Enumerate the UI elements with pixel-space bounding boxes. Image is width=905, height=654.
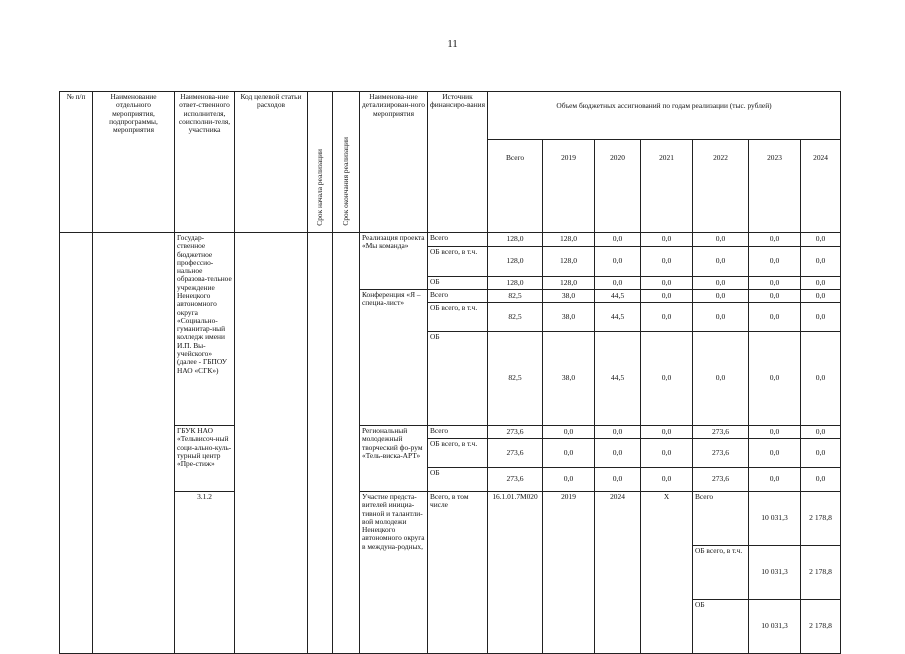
value-cell: 0,0 (801, 277, 841, 290)
value-cell: 273,6 (693, 468, 749, 492)
value-cell: 0,0 (595, 426, 641, 439)
value-cell: 128,0 (543, 277, 595, 290)
table-cell-empty (308, 233, 333, 654)
value-cell: 0,0 (749, 439, 801, 468)
value-cell: 273,6 (488, 426, 543, 439)
value-cell: 273,6 (693, 439, 749, 468)
value-cell: 2 178,8 (801, 546, 841, 600)
value-cell: 38,0 (543, 332, 595, 426)
value-cell: 0,0 (641, 247, 693, 277)
value-cell: 10 031,3 (749, 546, 801, 600)
item-start: 2019 (543, 492, 595, 654)
value-cell: 128,0 (488, 277, 543, 290)
value-cell: 273,6 (488, 468, 543, 492)
value-cell: 0,0 (749, 303, 801, 332)
source-cell: Всего (693, 492, 749, 546)
value-cell: 128,0 (488, 233, 543, 247)
value-cell: 0,0 (801, 439, 841, 468)
budget-table (59, 91, 841, 654)
value-cell: 0,0 (801, 468, 841, 492)
value-cell: 0,0 (693, 247, 749, 277)
item-name: Участие предста-вителей инициа-тивной и талантли-вой молодежи Ненецкого автономного округа в междуна-родных, (360, 492, 428, 654)
value-cell: 0,0 (749, 468, 801, 492)
executor-gbuk: ГБУК НАО «Тельвисоч-ный соци-ально-куль-турный центр «Пре-стиж» (175, 426, 235, 492)
item-detail: X (641, 492, 693, 654)
source-cell: ОБ всего, в т.ч. (428, 439, 488, 468)
value-cell: 0,0 (543, 468, 595, 492)
table-cell-empty (60, 233, 93, 654)
value-cell: 10 031,3 (749, 600, 801, 654)
value-cell: 10 031,3 (749, 492, 801, 546)
value-cell: 0,0 (749, 233, 801, 247)
header-year: Всего (488, 140, 543, 233)
value-cell: 38,0 (543, 303, 595, 332)
header-year: 2022 (693, 140, 749, 233)
value-cell: 0,0 (595, 468, 641, 492)
source-cell: ОБ всего, в т.ч. (428, 303, 488, 332)
item-end: 2024 (595, 492, 641, 654)
value-cell: 0,0 (801, 233, 841, 247)
header-year: 2019 (543, 140, 595, 233)
value-cell: 0,0 (693, 332, 749, 426)
value-cell: 0,0 (749, 277, 801, 290)
item-code: 16.1.01.7М020 (488, 492, 543, 654)
value-cell: 0,0 (801, 332, 841, 426)
value-cell: 2 178,8 (801, 600, 841, 654)
value-cell: 0,0 (749, 290, 801, 303)
value-cell: 0,0 (641, 426, 693, 439)
value-cell: 2 178,8 (801, 492, 841, 546)
value-cell: 0,0 (749, 426, 801, 439)
value-cell: 0,0 (641, 332, 693, 426)
header-name: Наименование отдельного мероприятия, подпрограммы, мероприятия (93, 92, 175, 233)
value-cell: 0,0 (595, 277, 641, 290)
item-number: 3.1.2 (175, 492, 235, 654)
source-cell: ОБ всего, в т.ч. (428, 247, 488, 277)
value-cell: 44,5 (595, 303, 641, 332)
event-name: Реализация проекта «Мы команда» (360, 233, 428, 290)
header-code: Код целевой статьи расходов (235, 92, 308, 233)
page-number: 11 (447, 38, 458, 50)
header-year: 2024 (801, 140, 841, 233)
value-cell: 0,0 (543, 439, 595, 468)
value-cell: 82,5 (488, 290, 543, 303)
value-cell: 0,0 (749, 247, 801, 277)
table-cell-empty (333, 233, 360, 654)
value-cell: 0,0 (595, 233, 641, 247)
value-cell: 82,5 (488, 303, 543, 332)
value-cell: 0,0 (693, 303, 749, 332)
value-cell: 44,5 (595, 290, 641, 303)
value-cell: 0,0 (641, 233, 693, 247)
value-cell: 128,0 (543, 233, 595, 247)
source-cell: Всего (428, 233, 488, 247)
value-cell: 0,0 (749, 332, 801, 426)
value-cell: 0,0 (543, 426, 595, 439)
value-cell: 0,0 (641, 468, 693, 492)
value-cell: 44,5 (595, 332, 641, 426)
value-cell: 0,0 (641, 439, 693, 468)
source-cell: ОБ всего, в т.ч. (693, 546, 749, 600)
header-volume: Объем бюджетных ассигнований по годам реализации (тыс. рублей) (488, 92, 841, 140)
value-cell: 38,0 (543, 290, 595, 303)
source-cell: ОБ (428, 332, 488, 426)
value-cell: 0,0 (641, 303, 693, 332)
value-cell: 128,0 (543, 247, 595, 277)
value-cell: 0,0 (801, 426, 841, 439)
value-cell: 82,5 (488, 332, 543, 426)
header-detail: Наименова-ние детализирован-ного мероприятия (360, 92, 428, 233)
value-cell: 0,0 (801, 290, 841, 303)
value-cell: 0,0 (641, 277, 693, 290)
value-cell: 0,0 (801, 247, 841, 277)
value-cell: 0,0 (595, 247, 641, 277)
source-cell: ОБ (428, 468, 488, 492)
executor-gbpou: Государ-ственное бюджетное профессио-нальное образова-тельное учреждение Ненецкого автономного округа «Социально-гуманитар-ный колледж имени И.П. Вы-учейского» (далее - ГБПОУ НАО «СГК») (175, 233, 235, 426)
value-cell: 0,0 (641, 290, 693, 303)
header-year: 2020 (595, 140, 641, 233)
event-name: Региональный молодежный творческий фо-рум «Тель-виска-АРТ» (360, 426, 428, 492)
value-cell: 0,0 (693, 233, 749, 247)
header-executor: Наименова-ние ответ-ственного исполнителя, соисполни-теля, участника (175, 92, 235, 233)
value-cell: 128,0 (488, 247, 543, 277)
value-cell: 0,0 (693, 290, 749, 303)
header-source: Источник финансиро-вания (428, 92, 488, 233)
table-cell-empty (93, 233, 175, 654)
header-year: 2023 (749, 140, 801, 233)
source-cell: Всего (428, 290, 488, 303)
value-cell: 273,6 (488, 439, 543, 468)
value-cell: 0,0 (595, 439, 641, 468)
header-year: 2021 (641, 140, 693, 233)
header-start: Срок начала реализации (308, 92, 333, 233)
table-cell-empty (235, 233, 308, 654)
source-cell: ОБ (428, 277, 488, 290)
header-end: Срок окончания реализации (333, 92, 360, 233)
header-num: № п/п (60, 92, 93, 233)
value-cell: 273,6 (693, 426, 749, 439)
source-cell: Всего (428, 426, 488, 439)
executor-all: Всего, в том числе (428, 492, 488, 654)
event-name: Конференция «Я – специа-лист» (360, 290, 428, 426)
source-cell: ОБ (693, 600, 749, 654)
value-cell: 0,0 (801, 303, 841, 332)
value-cell: 0,0 (693, 277, 749, 290)
